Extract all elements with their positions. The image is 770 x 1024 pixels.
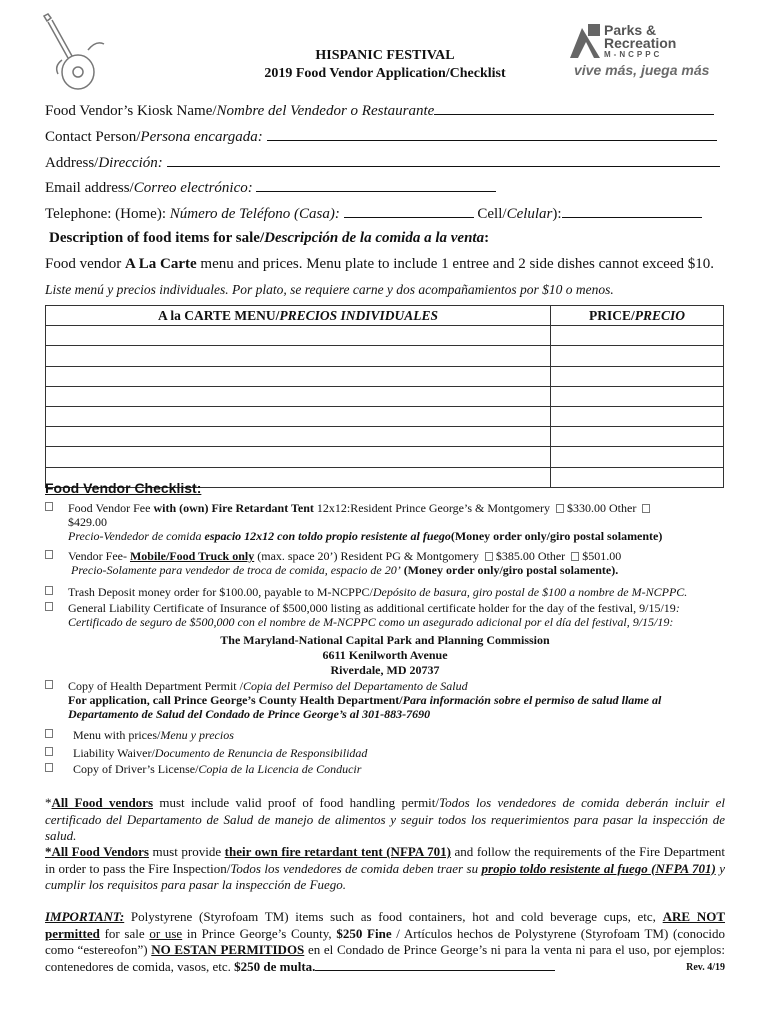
menu-item-cell[interactable] xyxy=(46,427,551,447)
checklist-item-mobile-fee: Vendor Fee- Mobile/Food Truck only (max. space 20’) Resident PG & Montgomery $385.00 Other $501.00 Precio-Solamente para vendedor de troca de comida, espacio de 20’ (Money order only/giro postal solamente). xyxy=(45,549,725,581)
revision-label: Rev. 4/19 xyxy=(686,962,725,973)
table-header-row xyxy=(46,306,724,326)
price-cell[interactable] xyxy=(551,346,724,366)
price-cell[interactable] xyxy=(551,326,724,346)
checklist-item-insurance: General Liability Certificate of Insurance of $500,000 listing as additional certificate holder for the day of the festival, 9/15/19: Certificado de seguro de $500,000 con el nombre de M-NCPPC como un asegurado adicional por el día del festival, 9/15/19: xyxy=(45,601,725,631)
checkbox[interactable] xyxy=(45,502,53,511)
contact-row: Contact Person/Persona encargada: xyxy=(45,127,717,146)
table-row xyxy=(46,427,724,447)
checkbox[interactable] xyxy=(45,550,53,559)
email-field[interactable] xyxy=(256,178,496,192)
menu-price-table xyxy=(45,305,724,488)
kiosk-name-field[interactable] xyxy=(434,101,714,115)
kiosk-name-row: Food Vendor’s Kiosk Name/Nombre del Vendedor o Restaurante xyxy=(45,101,714,120)
note-fire-tent: *All Food Vendors must provide their own fire retardant tent (NFPA 701) and follow the requirements of the Fire Department in order to pass the Fire Inspection/Todos los vendedores de comida deben traer su propio toldo resistente al fuego (NFPA 701) y cumplir los requisitos para pasar la inspección de Fuego. xyxy=(45,844,725,892)
table-row xyxy=(46,447,724,467)
price-cell[interactable] xyxy=(551,467,724,487)
checklist-item-vendor-fee: Food Vendor Fee with (own) Fire Retardant Tent 12x12:Resident Prince George’s & Montgomery $330.00 Other $429.00 Precio-Vendedor de comida espacio 12x12 con toldo propio resistente al fuego(Money order only/giro postal solamente) xyxy=(45,501,725,545)
home-phone-field[interactable] xyxy=(344,204,474,218)
description-heading: Description of food items for sale/Descripción de la comida a la venta: xyxy=(49,230,490,246)
price-cell[interactable] xyxy=(551,406,724,426)
price-cell[interactable] xyxy=(551,386,724,406)
checkbox[interactable] xyxy=(45,602,53,611)
checkbox[interactable] xyxy=(556,504,564,513)
menu-item-cell[interactable] xyxy=(46,386,551,406)
logo-tagline: vive más, juega más xyxy=(574,62,710,78)
menu-item-cell[interactable] xyxy=(46,406,551,426)
telephone-row: Telephone: (Home): Número de Teléfono (Casa): Cell/Celular): xyxy=(45,204,702,223)
table-row xyxy=(46,326,724,346)
price-column-header: PRICE/PRECIO xyxy=(551,306,724,326)
checkbox[interactable] xyxy=(45,763,53,772)
contact-person-field[interactable] xyxy=(267,127,717,141)
menu-item-cell[interactable] xyxy=(46,366,551,386)
cell-phone-field[interactable] xyxy=(562,204,702,218)
note-food-permit: *All Food vendors must include valid proof of food handling permit/Todos los vendedores de comida deberán incluir el certificado del Departamento de Salud de manejo de alimentos y seguir todos los requerimientos para pasar la inspección de salud. xyxy=(45,795,725,843)
menu-item-cell[interactable] xyxy=(46,326,551,346)
checkbox[interactable] xyxy=(571,552,579,561)
checkbox[interactable] xyxy=(45,680,53,689)
table-row xyxy=(46,346,724,366)
table-row xyxy=(46,386,724,406)
email-row: Email address/Correo electrónico: xyxy=(45,178,496,197)
page-title: HISPANIC FESTIVAL xyxy=(315,48,455,63)
signature-line[interactable] xyxy=(315,959,555,971)
price-cell[interactable] xyxy=(551,427,724,447)
description-line-2: Liste menú y precios individuales. Por plato, se requiere carne y dos acompañamientos por $10 o menos. xyxy=(45,282,614,297)
price-cell[interactable] xyxy=(551,366,724,386)
table-row xyxy=(46,366,724,386)
note-polystyrene: IMPORTANT: Polystyrene (Styrofoam TM) items such as food containers, hot and cold beverage cups, etc, ARE NOT permitted for sale or use in Prince George’s County, $250 Fine / Artículos hechos de Polystyrene (Styrofoam TM) (conocido como “estereofon”) NO ESTAN PERMITIDOS en el Condado de Prince George’s ni para la venta ni para el uso, por ejemplos: contenedores de comida, vasos, etc. $250 de multa. xyxy=(45,909,725,974)
menu-item-cell[interactable] xyxy=(46,346,551,366)
menu-item-cell[interactable] xyxy=(46,447,551,467)
checkbox[interactable] xyxy=(642,504,650,513)
description-line-1: Food vendor A La Carte menu and prices. Menu plate to include 1 entree and 2 side dishes cannot exceed $10. xyxy=(45,256,714,272)
address-row: Address/Dirección: xyxy=(45,153,720,172)
checklist-title: Food Vendor Checklist: xyxy=(45,480,202,496)
checkbox[interactable] xyxy=(485,552,493,561)
checkbox[interactable] xyxy=(45,586,53,595)
address-field[interactable] xyxy=(167,153,720,167)
logo-org-name: Parks & Recreation M-NCPPC xyxy=(604,22,677,59)
menu-column-header: A la CARTE MENU/PRECIOS INDIVIDUALES xyxy=(46,306,551,326)
mailing-address: The Maryland-National Capital Park and Planning Commission 6611 Kenilworth Avenue Riverdale, MD 20737 xyxy=(220,633,550,677)
checklist-item-health-permit: Copy of Health Department Permit /Copia del Permiso del Departamento de Salud For application, call Prince George’s County Health Department/Para información sobre el permiso de salud llame al Departamento de Salud del Condado de Prince George’s al 301-883-7690 xyxy=(45,679,725,725)
checkbox[interactable] xyxy=(45,729,53,738)
table-row xyxy=(46,406,724,426)
price-cell[interactable] xyxy=(551,447,724,467)
page-subtitle: 2019 Food Vendor Application/Checklist xyxy=(264,66,506,81)
checkbox[interactable] xyxy=(45,747,53,756)
